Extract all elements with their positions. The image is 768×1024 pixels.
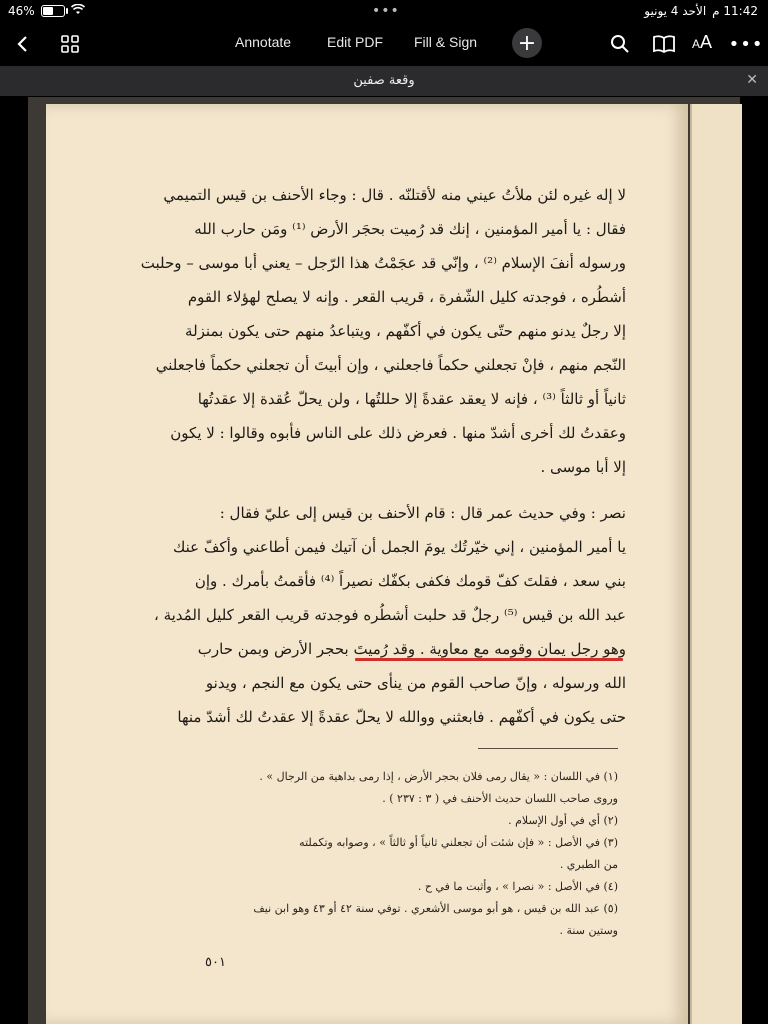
page-number: ٥٠١ (205, 955, 226, 970)
annotation-underline[interactable] (355, 658, 623, 661)
time: 11:42 م (712, 4, 758, 18)
body-line: ورسوله أنفَ الإسلام ⁽²⁾ ، وإنّي قد عجَمْتُ هذا الرّجل – يعني أبا موسى – وحلبت (140, 254, 626, 272)
footnote: من الطبري . (559, 858, 618, 871)
body-line: وهو رجل يمانٍ وقومه مع معاوية . وقد رُميتَ بحجر الأرض وبمن حارب (197, 640, 626, 658)
more-icon[interactable]: ••• (728, 33, 764, 55)
body-line: النّجم منهم ، فإنْ تجعلني حكماً فاجعلني ، وإن أبيتَ أن تجعلني حكماً فاجعلني (155, 356, 626, 374)
body-line: لا إله غيره لئن ملأتُ عيني منه لأقتلنّه . قال : وجاء الأحنف بن قيس التميمي (163, 186, 626, 204)
document-title: وقعة صفين (353, 73, 415, 88)
footnote-separator (478, 748, 618, 749)
toolbar (0, 22, 768, 66)
body-line: الله ورسوله ، وإنّ صاحب القوم من ينأى حتى يكون مع النجم ، ويدنو (205, 674, 626, 692)
status-left (8, 4, 85, 18)
footnote: (٤) في الأصل : « نصرا » ، وأثبت ما في ح . (417, 880, 618, 893)
body-line: حتى يكون في أكفّهم . فابعثني ووالله لا يحلّ عقدةً إلا عقدتُ لك أشدّ منها (177, 708, 626, 726)
close-icon[interactable]: ✕ (746, 72, 758, 88)
body-line: يا أمير المؤمنين ، إني خيّرتُك يومَ الجمل أن آتيك فيمن أطاعني وأكفّ عنك (173, 538, 626, 556)
book-page (46, 104, 688, 1024)
footnote: (٥) عبد الله بن قيس ، هو أبو موسى الأشعري . توفي سنة ٤٢ أو ٤٣ وهو ابن نيف (253, 902, 618, 915)
grid-icon[interactable] (56, 30, 84, 58)
book-icon[interactable] (650, 30, 678, 58)
footnote: (٣) في الأصل : « فإن شئت أن تجعلني ثانياً أو ثالثاً » ، وصوابه وتكملته (299, 836, 618, 849)
multitask-dots[interactable]: ••• (372, 3, 400, 19)
body-line: أشطُره ، فوجدته كليل الشّفرة ، قريب القعر . وإنه لا يصلح لهؤلاء القوم (187, 288, 626, 306)
body-line: إلا أبا موسى . (540, 458, 626, 476)
wifi-icon (71, 4, 85, 18)
search-icon[interactable] (606, 30, 634, 58)
footnote: (٢) أي في أول الإسلام . (508, 814, 618, 827)
date: الأحد 4 يونيو (644, 4, 707, 18)
footnote: وروى صاحب اللسان حديث الأحنف في ( ٣ : ٢٣٧ ) . (382, 792, 618, 805)
body-line: ثانياً أو ثالثاً ⁽³⁾ ، فإنه لا يعقد عقدةً إلا حللتُها ، ولن يحلّ عُقدة إلا عقدتُها (197, 390, 626, 408)
annotate-button[interactable]: Annotate (235, 34, 292, 50)
status-bar (0, 0, 768, 22)
plus-icon[interactable]: + (512, 28, 542, 58)
fill-sign-button[interactable]: Fill & Sign (414, 34, 478, 50)
body-line: بني سعد ، فقلتَ كفّ قومك فكفى بكفّك نصيراً ⁽⁴⁾ فأقمتُ بأمرك . وإن (194, 572, 626, 590)
document-title-bar (0, 66, 768, 96)
back-icon[interactable] (8, 30, 36, 58)
edit-pdf-button[interactable]: Edit PDF (327, 34, 384, 50)
text-size-icon[interactable]: AA (692, 32, 713, 52)
footnote: وستين سنة . (559, 924, 618, 937)
body-line: وعقدتُ لك أخرى أشدّ منها . فعرض ذلك على الناس فأبوه وقالوا : لا يكون (170, 424, 626, 442)
body-line: نصر : وفي حديث عمر قال : قام الأحنف بن قيس إلى عليّ فقال : (219, 504, 626, 522)
battery-percent: 46% (8, 4, 35, 18)
body-line: إلا رجلٌ يدنو منهم حتّى يكون في أكفّهم ، ويتباعدُ منهم حتى يكون بمنزلة (185, 322, 626, 340)
adjacent-page-edge (690, 104, 742, 1024)
body-line: فقال : يا أمير المؤمنين ، إنك قد رُميت بحجَر الأرض ⁽¹⁾ ومَن حارب الله (194, 220, 626, 238)
battery-icon (41, 5, 65, 17)
body-line: عبد الله بن قيس ⁽⁵⁾ رجلٌ قد حلبت أشطُره فوجدته قريب القعر كليل المُدية ، (153, 606, 626, 624)
status-right (644, 4, 758, 18)
footnote: (١) في اللسان : « يقال رمى فلان بحجر الأرض ، إذا رمى بداهية من الرجال » . (259, 770, 618, 783)
